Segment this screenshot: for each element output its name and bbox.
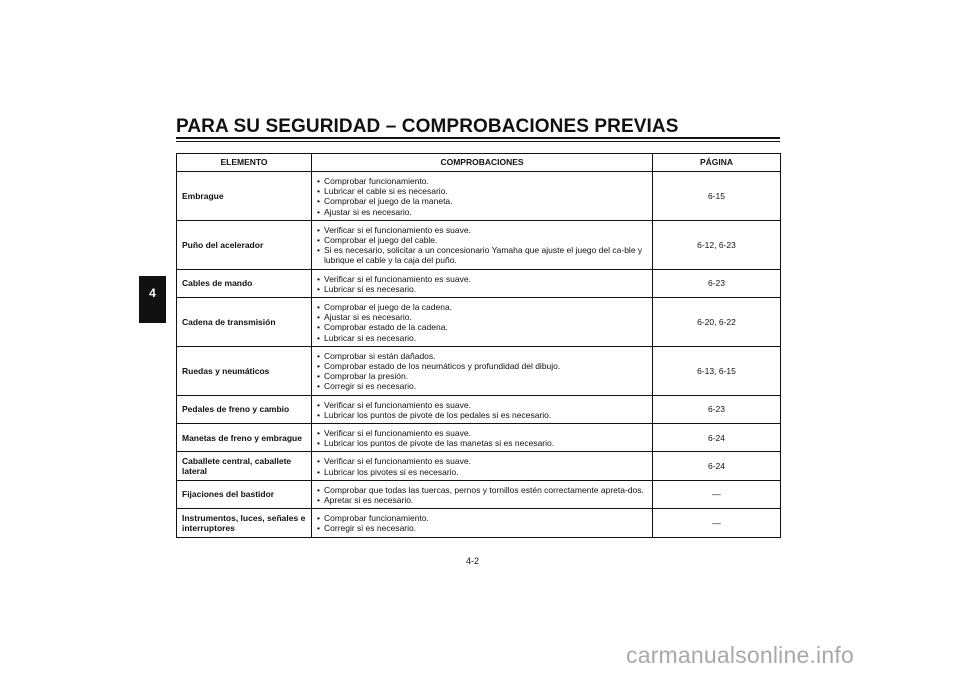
checks-cell	[312, 480, 653, 508]
check-item: • Comprobar estado de la cadena.	[317, 322, 648, 332]
check-item: • Apretar si es necesario.	[317, 495, 648, 505]
header-element: ELEMENTO	[177, 154, 312, 172]
header-checks: COMPROBACIONES	[312, 154, 653, 172]
table-row	[177, 346, 781, 395]
table-row	[177, 298, 781, 347]
check-item: • Lubricar el cable si es necesario.	[317, 186, 648, 196]
check-item: • Verificar si el funcionamiento es suave.	[317, 456, 648, 466]
table-row	[177, 452, 781, 480]
checks-cell	[312, 346, 653, 395]
check-item: • Comprobar el juego del cable.	[317, 235, 648, 245]
element-cell: Cables de mando	[177, 269, 312, 297]
page-title: PARA SU SEGURIDAD – COMPROBACIONES PREVIAS	[176, 116, 679, 137]
check-item: • Lubricar si es necesario.	[317, 284, 648, 294]
check-item: • Verificar si el funcionamiento es suave.	[317, 428, 648, 438]
watermark: carmanualsonline.info	[626, 642, 854, 668]
page-ref-cell: 6-23	[653, 395, 781, 423]
element-cell: Embrague	[177, 172, 312, 221]
table-body	[177, 172, 781, 538]
section-tab: 4	[139, 276, 166, 323]
element-cell: Fijaciones del bastidor	[177, 480, 312, 508]
check-item: • Lubricar los puntos de pivote de los pedales si es necesario.	[317, 410, 648, 420]
checks-list	[317, 274, 648, 294]
checks-list	[317, 456, 648, 476]
checks-cell	[312, 269, 653, 297]
title-rule-thin	[176, 141, 780, 142]
check-item: • Lubricar los pivotes si es necesario.	[317, 467, 648, 477]
page-ref-cell: 6-20, 6-22	[653, 298, 781, 347]
title-rule	[176, 137, 780, 139]
checks-list	[317, 485, 648, 505]
page-ref-cell: 6-24	[653, 452, 781, 480]
check-item: • Verificar si el funcionamiento es suave.	[317, 400, 648, 410]
check-item: • Comprobar funcionamiento.	[317, 176, 648, 186]
element-cell: Ruedas y neumáticos	[177, 346, 312, 395]
checks-cell	[312, 172, 653, 221]
page-ref-cell: 6-13, 6-15	[653, 346, 781, 395]
checks-list	[317, 513, 648, 533]
page-ref-cell: 6-23	[653, 269, 781, 297]
checks-cell	[312, 395, 653, 423]
page-number: 4-2	[466, 556, 480, 566]
checks-cell	[312, 424, 653, 452]
page-ref-cell: —	[653, 480, 781, 508]
check-item: • Verificar si el funcionamiento es suave.	[317, 274, 648, 284]
checks-cell	[312, 220, 653, 269]
table-row	[177, 509, 781, 537]
element-cell: Cadena de transmisión	[177, 298, 312, 347]
check-item: • Corregir si es necesario.	[317, 523, 648, 533]
checks-cell	[312, 509, 653, 537]
element-cell: Puño del acelerador	[177, 220, 312, 269]
check-item: • Ajustar si es necesario.	[317, 312, 648, 322]
check-item: • Ajustar si es necesario.	[317, 207, 648, 217]
table-row	[177, 220, 781, 269]
check-item: • Comprobar funcionamiento.	[317, 513, 648, 523]
table-row	[177, 480, 781, 508]
table-row	[177, 424, 781, 452]
table-row	[177, 172, 781, 221]
checks-list	[317, 351, 648, 392]
check-item: • Lubricar si es necesario.	[317, 333, 648, 343]
checks-list	[317, 225, 648, 266]
check-item: • Comprobar que todas las tuercas, pernos y tornillos estén correctamente apreta-dos.	[317, 485, 648, 495]
checks-list	[317, 302, 648, 343]
check-item: • Comprobar el juego de la maneta.	[317, 196, 648, 206]
pre-operation-checklist-table	[176, 153, 781, 538]
page-ref-cell: 6-24	[653, 424, 781, 452]
check-item: • Comprobar el juego de la cadena.	[317, 302, 648, 312]
checks-list	[317, 176, 648, 217]
check-item: • Lubricar los puntos de pivote de las manetas si es necesario.	[317, 438, 648, 448]
check-item: • Verificar si el funcionamiento es suave.	[317, 225, 648, 235]
page-ref-cell: 6-15	[653, 172, 781, 221]
page-ref-cell: —	[653, 509, 781, 537]
element-cell: Caballete central, caballete lateral	[177, 452, 312, 480]
table-row	[177, 269, 781, 297]
check-item: • Comprobar si están dañados.	[317, 351, 648, 361]
element-cell: Pedales de freno y cambio	[177, 395, 312, 423]
checks-cell	[312, 452, 653, 480]
checks-cell	[312, 298, 653, 347]
check-item: • Comprobar la presión.	[317, 371, 648, 381]
check-item: • Si es necesario, solicitar a un concesionario Yamaha que ajuste el juego del ca-ble y lubrique el cable y la caja del puño.	[317, 245, 648, 265]
checks-list	[317, 428, 648, 448]
checks-list	[317, 400, 648, 420]
header-page: PÁGINA	[653, 154, 781, 172]
table-header-row	[177, 154, 781, 172]
check-item: • Comprobar estado de los neumáticos y profundidad del dibujo.	[317, 361, 648, 371]
element-cell: Manetas de freno y embrague	[177, 424, 312, 452]
page-ref-cell: 6-12, 6-23	[653, 220, 781, 269]
element-cell: Instrumentos, luces, señales e interruptores	[177, 509, 312, 537]
check-item: • Corregir si es necesario.	[317, 381, 648, 391]
table-row	[177, 395, 781, 423]
